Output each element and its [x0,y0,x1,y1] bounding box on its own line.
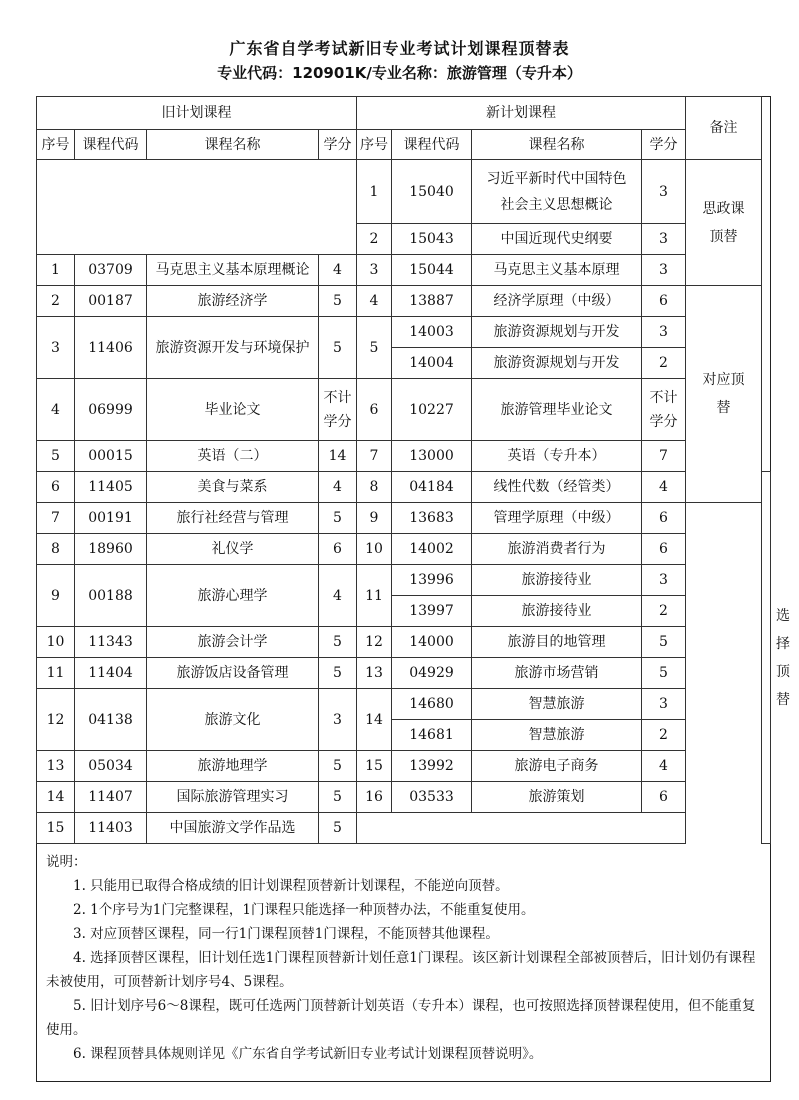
old-credit-cell: 3 [319,689,357,751]
note-item-1: 1. 只能用已取得合格成绩的旧计划课程顶替新计划课程，不能逆向顶替。 [73,878,509,894]
new-seq-cell: 11 [357,565,392,627]
note-item-2: 2. 1个序号为1门完整课程，1门课程只能选择一种顶替办法，不能重复使用。 [73,902,535,918]
table-row [37,658,771,689]
table-row [37,379,771,441]
new-name-cell: 管理学原理（中级） [472,503,642,534]
old-credit-cell: 5 [319,286,357,317]
old-code-cell: 11343 [75,627,147,658]
new-code-cell: 14002 [392,534,472,565]
page-title: 广东省自学考试新旧专业考试计划课程顶替表 [229,39,570,58]
table-row [37,565,771,596]
old-credit-cell: 4 [319,255,357,286]
new-name-cell: 旅游目的地管理 [472,627,642,658]
new-seq-cell: 2 [357,224,392,255]
new-code-cell: 13997 [392,596,472,627]
old-credit-cell: 4 [319,565,357,627]
old-seq-cell: 14 [37,782,75,813]
old-seq-cell: 12 [37,689,75,751]
old-credit-cell: 5 [319,627,357,658]
note-item-3: 3. 对应顶替区课程，同一行1门课程顶替1门课程，不能顶替其他课程。 [73,926,499,942]
old-code-cell: 00015 [75,441,147,472]
new-name-cell: 旅游策划 [472,782,642,813]
new-credit-cell: 3 [642,255,686,286]
new-credit-cell: 6 [642,503,686,534]
old-col-seq: 序号 [37,130,75,160]
new-name-cell: 智慧旅游 [472,689,642,720]
old-name-cell: 美食与菜系 [147,472,319,503]
new-code-cell: 15040 [392,160,472,224]
old-col-credit: 学分 [319,130,357,160]
table-row [37,503,771,534]
group-label-select: 选择顶替 [762,472,771,844]
new-code-cell: 13683 [392,503,472,534]
old-code-cell: 11403 [75,813,147,844]
table-row [37,160,771,224]
new-name-cell: 旅游消费者行为 [472,534,642,565]
table-row [37,317,771,348]
old-seq-cell: 4 [37,379,75,441]
new-name-cell: 线性代数（经管类） [472,472,642,503]
new-name-cell: 旅游资源规划与开发 [472,348,642,379]
notes-section [46,850,761,1066]
old-seq-cell: 3 [37,317,75,379]
old-code-cell: 05034 [75,751,147,782]
old-name-cell: 中国旅游文学作品选 [147,813,319,844]
new-code-cell: 14004 [392,348,472,379]
new-name-cell: 旅游接待业 [472,596,642,627]
notes-heading: 说明： [46,854,87,870]
old-code-cell: 18960 [75,534,147,565]
old-name-cell: 旅游地理学 [147,751,319,782]
old-name-cell: 旅游经济学 [147,286,319,317]
new-code-cell: 15044 [392,255,472,286]
old-code-cell: 06999 [75,379,147,441]
old-name-cell: 国际旅游管理实习 [147,782,319,813]
new-code-cell: 04929 [392,658,472,689]
old-credit-cell: 5 [319,782,357,813]
old-seq-cell: 6 [37,472,75,503]
old-seq-cell: 1 [37,255,75,286]
table-row [37,751,771,782]
old-code-cell: 00191 [75,503,147,534]
table-row [37,782,771,813]
new-credit-cell: 5 [642,658,686,689]
new-col-code: 课程代码 [392,130,472,160]
new-code-cell: 03533 [392,782,472,813]
table-row [37,689,771,720]
group-label-correspond: 对应顶替 [686,286,762,503]
table-row [37,255,771,286]
old-name-cell: 旅行社经营与管理 [147,503,319,534]
new-code-cell: 14680 [392,689,472,720]
new-credit-cell: 7 [642,441,686,472]
new-code-cell: 10227 [392,379,472,441]
new-credit-cell: 2 [642,348,686,379]
new-name-cell: 习近平新时代中国特色社会主义思想概论 [472,160,642,224]
old-name-cell: 旅游资源开发与环境保护 [147,317,319,379]
old-credit-cell: 6 [319,534,357,565]
new-seq-cell: 13 [357,658,392,689]
old-code-cell: 11404 [75,658,147,689]
old-name-cell: 马克思主义基本原理概论 [147,255,319,286]
new-name-cell: 经济学原理（中级） [472,286,642,317]
new-name-cell: 旅游管理毕业论文 [472,379,642,441]
new-empty-cell [357,813,686,844]
new-seq-cell: 10 [357,534,392,565]
new-credit-cell: 不计学分 [642,379,686,441]
old-name-cell: 旅游心理学 [147,565,319,627]
new-seq-cell: 16 [357,782,392,813]
new-credit-cell: 3 [642,317,686,348]
old-seq-cell: 2 [37,286,75,317]
remarks-header: 备注 [686,97,762,160]
new-seq-cell: 8 [357,472,392,503]
old-code-cell: 00187 [75,286,147,317]
new-code-cell: 13996 [392,565,472,596]
new-col-credit: 学分 [642,130,686,160]
old-credit-cell: 5 [319,658,357,689]
old-code-cell: 04138 [75,689,147,751]
new-credit-cell: 3 [642,224,686,255]
old-col-code: 课程代码 [75,130,147,160]
new-code-cell: 13000 [392,441,472,472]
table-row [37,813,771,844]
new-name-cell: 旅游资源规划与开发 [472,317,642,348]
old-seq-cell: 9 [37,565,75,627]
new-seq-cell: 7 [357,441,392,472]
new-code-cell: 13887 [392,286,472,317]
old-credit-cell: 不计学分 [319,379,357,441]
old-seq-cell: 7 [37,503,75,534]
old-code-cell: 11406 [75,317,147,379]
old-seq-cell: 10 [37,627,75,658]
table-row [37,441,771,472]
group-label-politics: 思政课顶替 [686,160,762,286]
new-seq-cell: 1 [357,160,392,224]
table-row [37,472,771,503]
new-credit-cell: 3 [642,565,686,596]
new-seq-cell: 9 [357,503,392,534]
old-seq-cell: 5 [37,441,75,472]
new-credit-cell: 4 [642,751,686,782]
table-row [37,534,771,565]
new-code-cell: 15043 [392,224,472,255]
new-credit-cell: 4 [642,472,686,503]
new-seq-cell: 6 [357,379,392,441]
old-seq-cell: 8 [37,534,75,565]
new-credit-cell: 3 [642,160,686,224]
new-credit-cell: 5 [642,627,686,658]
old-code-cell: 11407 [75,782,147,813]
new-name-cell: 旅游电子商务 [472,751,642,782]
old-code-cell: 00188 [75,565,147,627]
old-credit-cell: 5 [319,503,357,534]
old-empty-cell [37,160,357,255]
new-seq-cell: 14 [357,689,392,751]
table-row [37,130,771,160]
old-code-cell: 03709 [75,255,147,286]
new-credit-cell: 2 [642,720,686,751]
old-name-cell: 礼仪学 [147,534,319,565]
note-item-6: 6. 课程顶替具体规则详见《广东省自学考试新旧专业考试计划课程顶替说明》。 [73,1046,543,1062]
new-credit-cell: 6 [642,534,686,565]
old-name-cell: 英语（二） [147,441,319,472]
new-name-cell: 马克思主义基本原理 [472,255,642,286]
new-name-cell: 英语（专升本） [472,441,642,472]
new-credit-cell: 2 [642,596,686,627]
new-seq-cell: 4 [357,286,392,317]
table-row [37,286,771,317]
new-name-cell: 智慧旅游 [472,720,642,751]
old-credit-cell: 5 [319,813,357,844]
new-credit-cell: 6 [642,782,686,813]
new-name-cell: 旅游市场营销 [472,658,642,689]
old-name-cell: 旅游饭店设备管理 [147,658,319,689]
new-plan-header: 新计划课程 [357,97,686,130]
note-item-4: 4. 选择顶替区课程，旧计划任选1门课程顶替新计划任意1门课程。该区新计划课程全部被顶替后，旧计划仍有课程未被使用，可顶替新计划序号4、5课程。 [46,950,756,990]
new-code-cell: 04184 [392,472,472,503]
old-credit-cell: 5 [319,751,357,782]
old-name-cell: 旅游文化 [147,689,319,751]
new-col-name: 课程名称 [472,130,642,160]
new-credit-cell: 3 [642,689,686,720]
old-credit-cell: 5 [319,317,357,379]
new-seq-cell: 3 [357,255,392,286]
old-seq-cell: 15 [37,813,75,844]
old-credit-cell: 14 [319,441,357,472]
note-item-5: 5. 旧计划序号6～8课程，既可任选两门顶替新计划英语（专升本）课程，也可按照选择顶替课程使用，但不能重复使用。 [46,998,756,1038]
old-seq-cell: 11 [37,658,75,689]
old-code-cell: 11405 [75,472,147,503]
replacement-table [36,96,790,844]
new-name-cell: 旅游接待业 [472,565,642,596]
old-seq-cell: 13 [37,751,75,782]
old-col-name: 课程名称 [147,130,319,160]
new-code-cell: 14003 [392,317,472,348]
new-seq-cell: 12 [357,627,392,658]
table-row [37,627,771,658]
new-credit-cell: 6 [642,286,686,317]
page-subtitle: 专业代码：120901K/专业名称：旅游管理（专升本） [217,64,582,82]
new-seq-cell: 5 [357,317,392,379]
new-code-cell: 13992 [392,751,472,782]
new-col-seq: 序号 [357,130,392,160]
old-name-cell: 旅游会计学 [147,627,319,658]
old-name-cell: 毕业论文 [147,379,319,441]
new-code-cell: 14681 [392,720,472,751]
new-code-cell: 14000 [392,627,472,658]
old-credit-cell: 4 [319,472,357,503]
table-row [37,97,771,130]
new-seq-cell: 15 [357,751,392,782]
new-name-cell: 中国近现代史纲要 [472,224,642,255]
old-plan-header: 旧计划课程 [37,97,357,130]
